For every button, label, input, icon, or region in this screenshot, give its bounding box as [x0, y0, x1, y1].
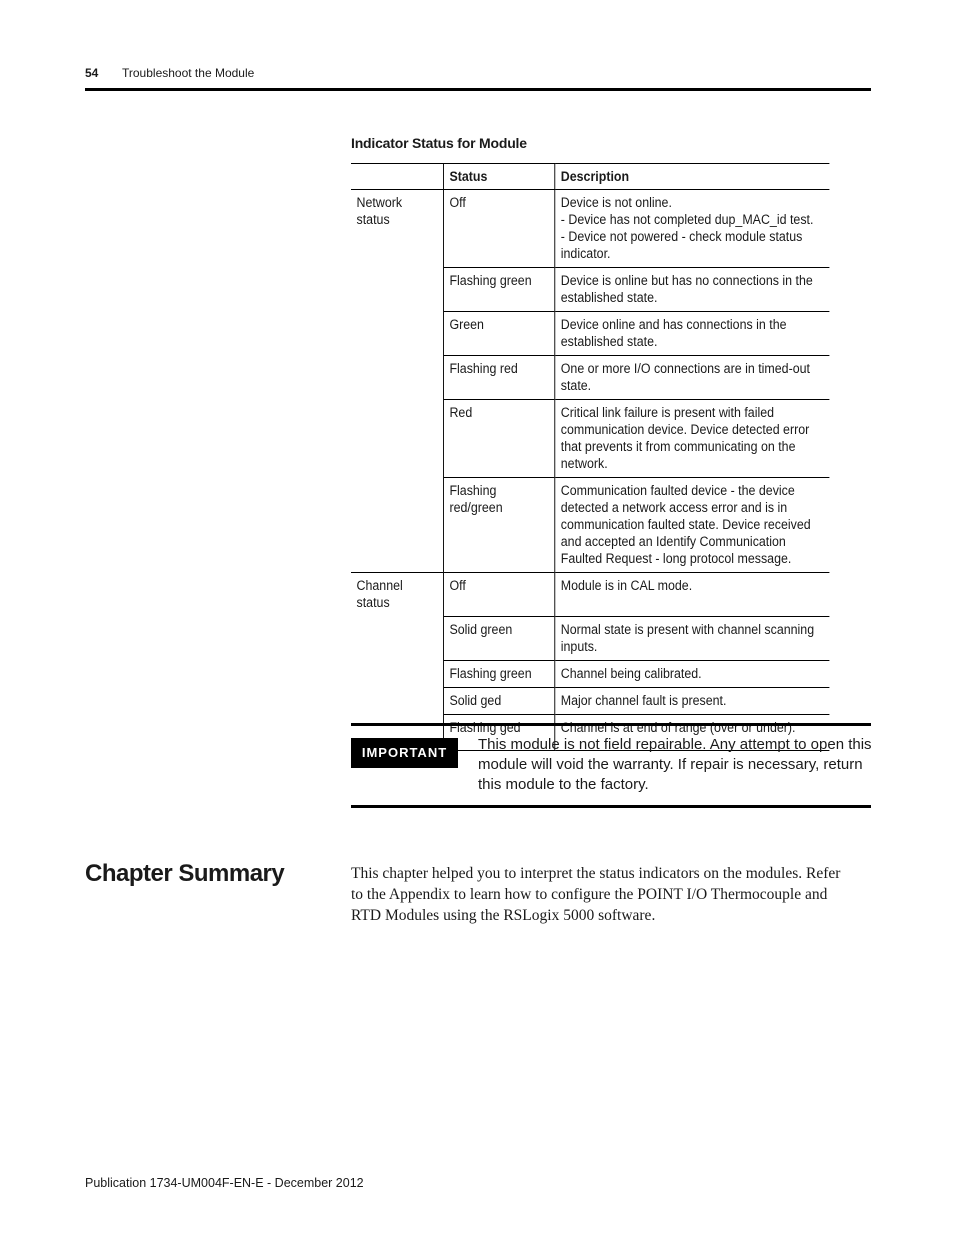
column-header-indicator [351, 164, 443, 190]
table-row [351, 573, 829, 617]
running-title: Troubleshoot the Module [122, 66, 255, 80]
table-row [351, 660, 829, 687]
indicator-cell [351, 687, 443, 714]
header-rule [85, 88, 871, 91]
indicator-cell [351, 356, 443, 400]
status-cell: Off [443, 190, 554, 268]
indicator-status-table [351, 163, 829, 751]
table-row [351, 190, 829, 268]
indicator-cell [351, 312, 443, 356]
page-footer: Publication 1734-UM004F-EN-E - December 2012 [85, 1176, 364, 1190]
table-body [351, 190, 829, 751]
status-cell: Flashing red/green [443, 478, 554, 573]
table-row [351, 400, 829, 478]
description-cell: Channel is at end of range (over or under). [555, 714, 830, 750]
table-row [351, 312, 829, 356]
indicator-cell: Channel status [351, 573, 443, 617]
description-cell: Device online and has connections in the established state. [555, 312, 830, 356]
important-text: This module is not field repairable. Any attempt to open this module will void the warranty. If repair is necessary, return this module to the factory. [478, 736, 872, 793]
status-cell: Off [443, 573, 554, 617]
indicator-cell: Network status [351, 190, 443, 268]
description-cell: Critical link failure is present with failed communication device. Device detected error that prevents it from communicating on the network. [555, 400, 830, 478]
chapter-summary-heading: Chapter Summary [85, 860, 285, 887]
description-cell: Major channel fault is present. [555, 687, 830, 714]
important-note [351, 723, 871, 808]
table-row [351, 687, 829, 714]
description-cell: One or more I/O connections are in timed-out state. [555, 356, 830, 400]
indicator-cell [351, 616, 443, 660]
table-row [351, 356, 829, 400]
status-cell: Green [443, 312, 554, 356]
table-row [351, 268, 829, 312]
status-cell: Flashing red [443, 356, 554, 400]
description-cell: Channel being calibrated. [555, 660, 830, 687]
status-cell: Solid green [443, 616, 554, 660]
indicator-cell [351, 400, 443, 478]
status-cell: Flashing ged [443, 714, 554, 750]
status-cell: Red [443, 400, 554, 478]
description-cell: Module is in CAL mode. [555, 573, 830, 617]
table-row [351, 616, 829, 660]
column-header-description: Description [555, 164, 830, 190]
page-number: 54 [85, 66, 99, 80]
description-cell: Device is not online. - Device has not completed dup_MAC_id test. - Device not powered - check module status indicator. [555, 190, 830, 268]
chapter-summary-body: This chapter helped you to interpret the status indicators on the modules. Refer to the Appendix to learn how to configure the POINT I/O Thermocouple and RTD Modules using the RSLogix 5000 software. [351, 865, 841, 924]
table-title: Indicator Status for Module [351, 135, 527, 151]
column-header-status: Status [443, 164, 554, 190]
important-badge: IMPORTANT [351, 738, 458, 768]
indicator-cell [351, 268, 443, 312]
status-cell: Solid ged [443, 687, 554, 714]
indicator-cell [351, 478, 443, 573]
status-cell: Flashing green [443, 660, 554, 687]
indicator-cell [351, 660, 443, 687]
table-row [351, 478, 829, 573]
description-cell: Normal state is present with channel scanning inputs. [555, 616, 830, 660]
status-cell: Flashing green [443, 268, 554, 312]
description-cell: Device is online but has no connections in the established state. [555, 268, 830, 312]
description-cell: Communication faulted device - the device detected a network access error and is in communication faulted state. Device received and accepted an Identify Communication Faulted Request - long protocol message. [555, 478, 830, 573]
table-header-row [351, 164, 829, 190]
